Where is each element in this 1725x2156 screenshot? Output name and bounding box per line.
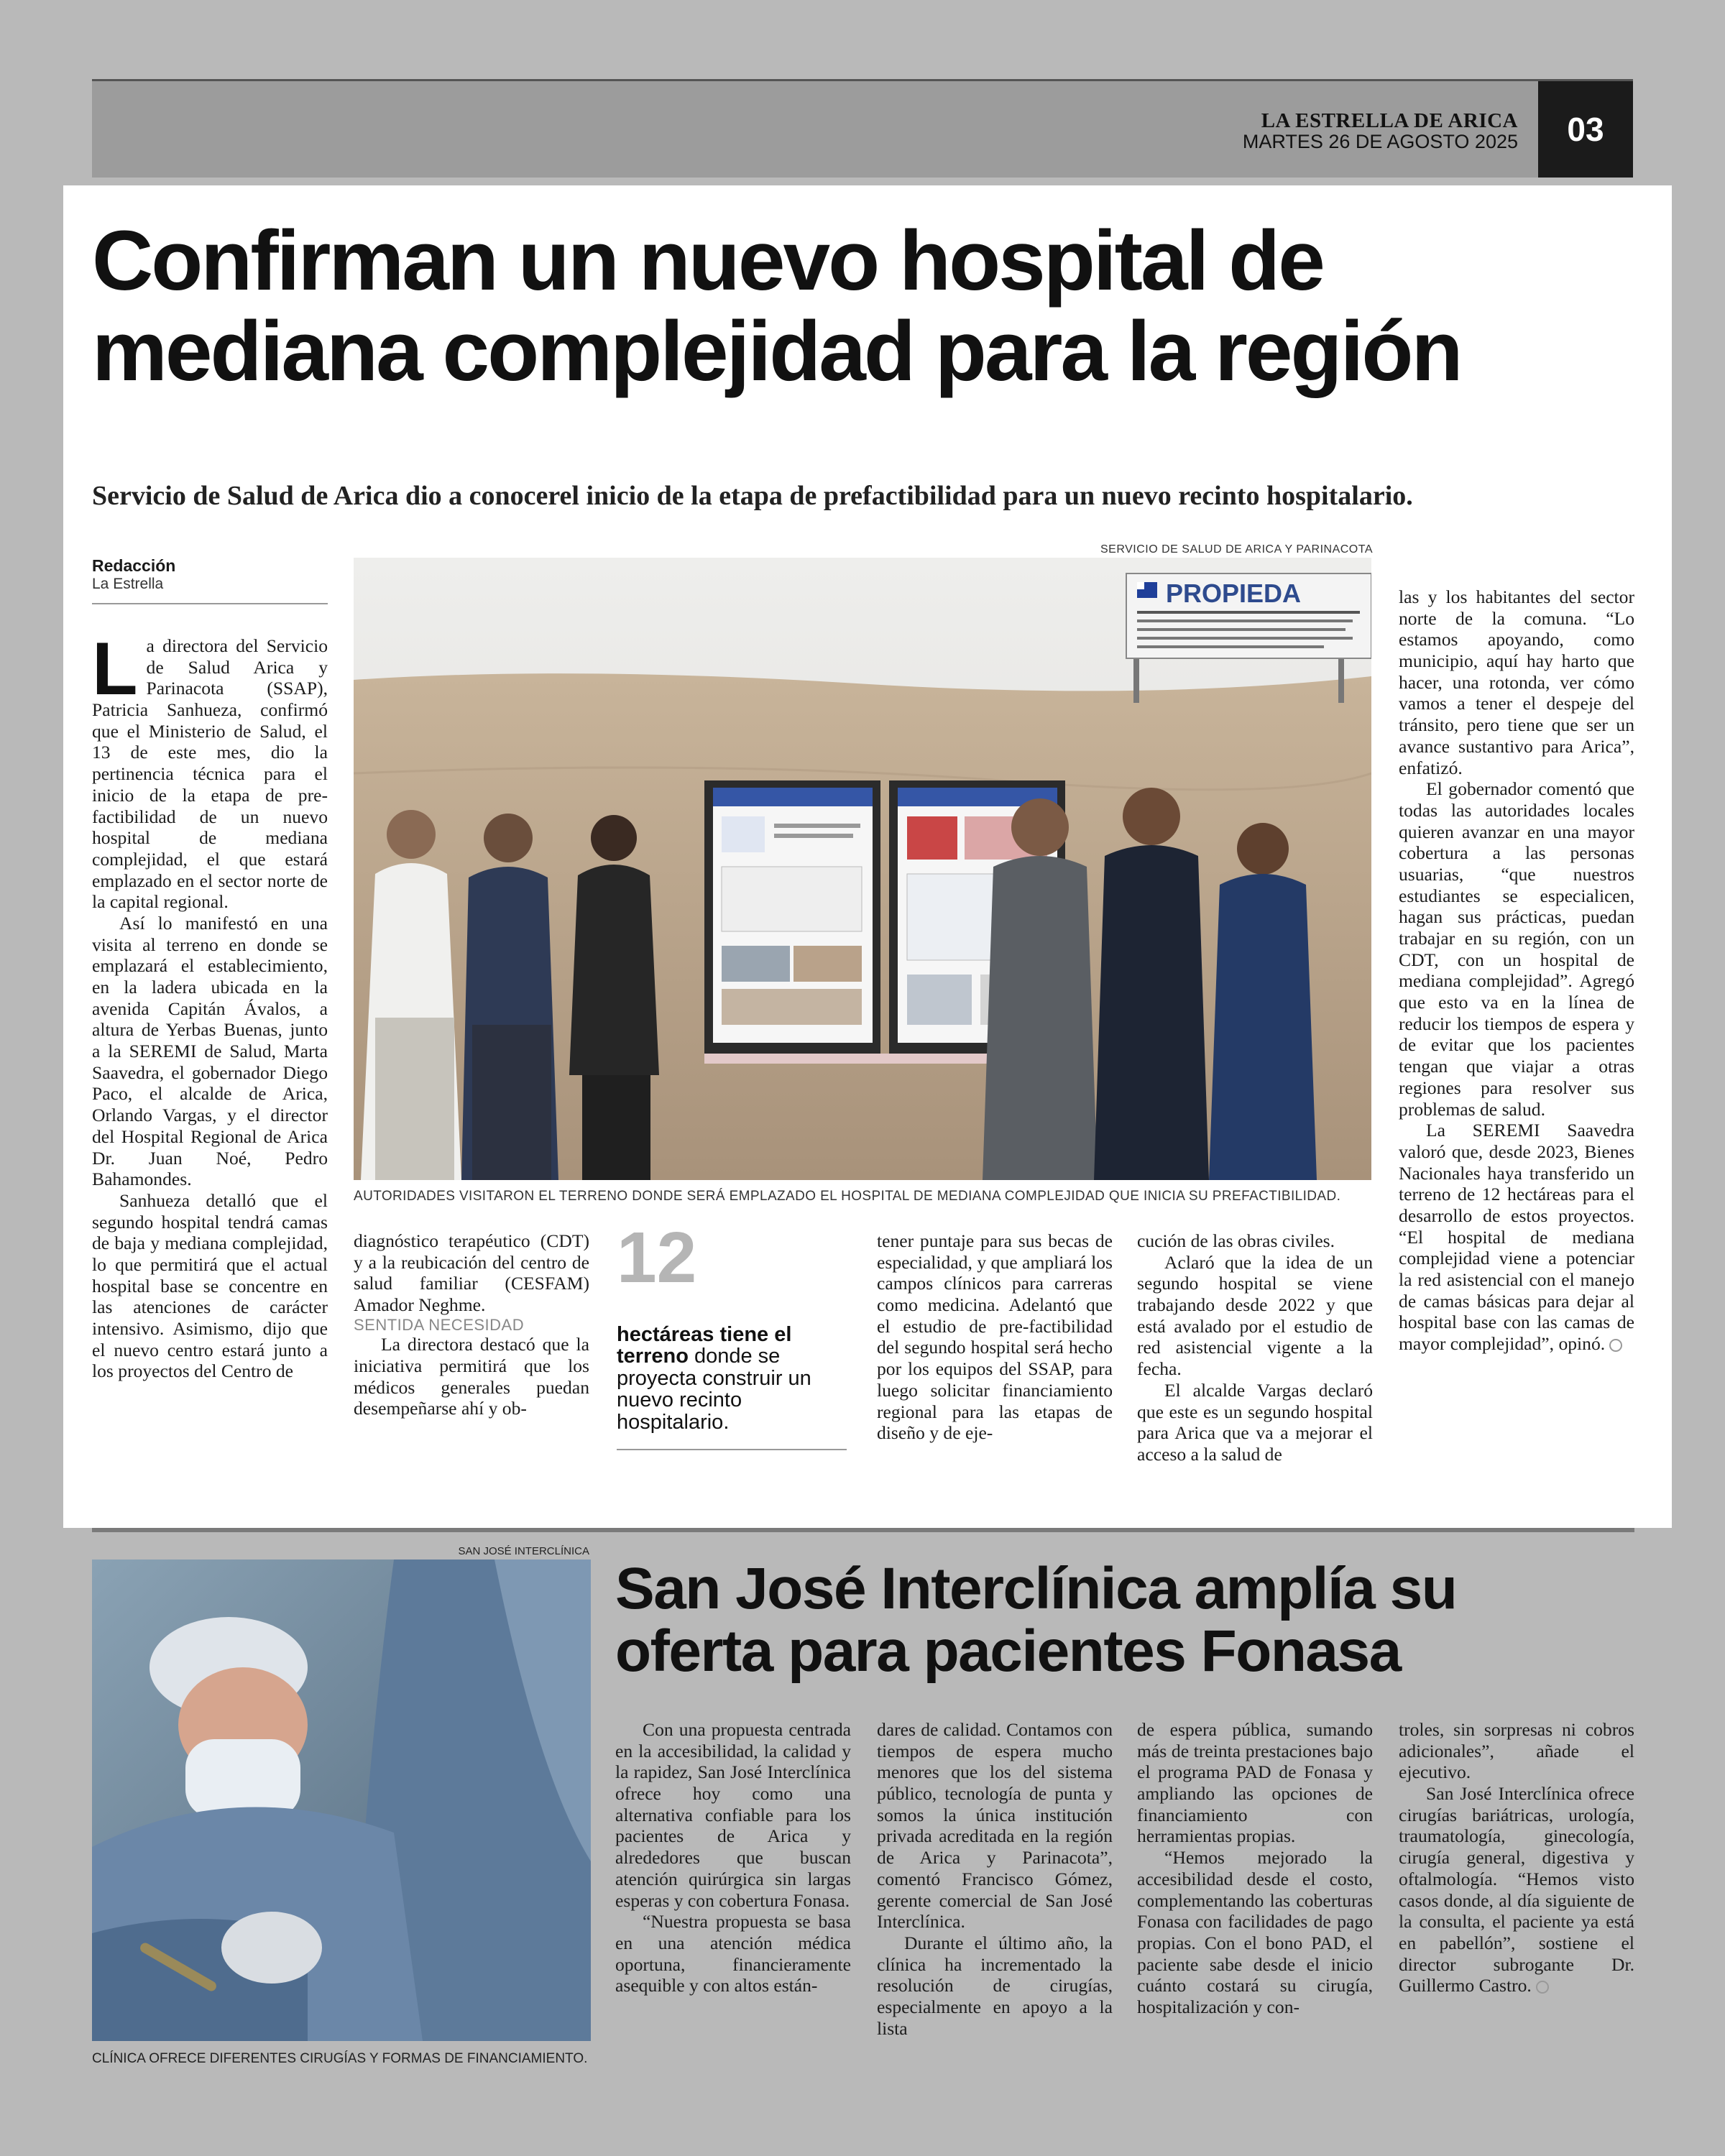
publication-info <box>1243 110 1518 152</box>
article1-column-1 <box>92 627 328 1382</box>
photo-credit: SERVICIO DE SALUD DE ARICA Y PARINACOTA <box>1100 543 1373 556</box>
article2-column-1 <box>615 1719 851 1996</box>
article2-column-3 <box>1137 1719 1373 2018</box>
article1-paragraph: El gobernador comentó que todas las autoridades locales quieren avanzar en una mayor cobertura a las personas usuarias, “que nuestros estudiantes se especialicen, hagan sus prácticas, puedan trabajar en su región, con un CDT, con un hospital de mediana complejidad”. Agregó que esto va en la línea de reducir los tiempos de espera y de evitar que los pacientes tengan que viajar a otras regiones para resolver sus problemas de salud. <box>1399 778 1634 1120</box>
sign-text: PROPIEDA <box>1166 579 1302 608</box>
article2-paragraph: troles, sin sorpresas ni cobros adicionales”, añade el ejecutivo. <box>1399 1719 1634 1783</box>
article2-headline <box>615 1558 1636 1683</box>
article2-paragraph: dares de calidad. Contamos con tiempos de espera mucho menores que los del sistema público, tecnología de punta y somos la única institución privada acreditada en la región de Arica y Parinacota”, comentó Francisco Gómez, gerente comercial de San José Interclínica. <box>877 1719 1113 1932</box>
headline2-line-2: oferta para pacientes Fonasa <box>615 1618 1401 1684</box>
article2-column-4 <box>1399 1719 1634 1996</box>
drop-cap: L <box>92 627 138 711</box>
publication-name: LA ESTRELLA DE ARICA <box>1261 109 1518 132</box>
byline-outlet: La Estrella <box>92 576 164 592</box>
article2-paragraph: Durante el último año, la clínica ha incrementado la resolución de cirugías, especialmente en apoyo a la lista <box>877 1932 1113 2039</box>
section-subhead: SENTIDA NECESIDAD <box>354 1315 525 1334</box>
pull-quote-number: 12 <box>617 1217 697 1298</box>
byline-author: Redacción <box>92 556 176 575</box>
article1-paragraph: La directora destacó que la iniciativa permitirá que los médicos generales puedan desempeñarse ahí y ob- <box>354 1334 589 1419</box>
authorities-site-photo <box>354 558 1371 1180</box>
paragraph-text: San José Interclínica ofrece cirugías bariátricas, urología, traumatología, ginecología, cirugía general, digestiva y oftalmología. “Hemos visto casos donde, al día siguiente de la consulta, el paciente ya está en pabellón”, sostiene el director subrogante Dr. Guillermo Castro. <box>1399 1783 1634 1996</box>
headline2-line-1: San José Interclínica amplía su <box>615 1556 1457 1621</box>
article1-column-3 <box>877 1230 1113 1444</box>
article-headline <box>92 213 1644 400</box>
article1-paragraph: las y los habitantes del sector norte de la comuna. “Lo estamos apoyando, como municipio, aquí hay harto que hacer, una rotonda, ver cómo vamos a tener el despeje del tránsito, pero tiene que ser un avance sustantivo para Arica”, enfatizó. <box>1399 586 1634 778</box>
article2-paragraph: “Nuestra propuesta se basa en una atención médica oportuna, financieramente asequible y con altos están- <box>615 1911 851 1996</box>
page-header-bar <box>92 79 1633 178</box>
photo-caption: AUTORIDADES VISITARON EL TERRENO DONDE SERÁ EMPLAZADO EL HOSPITAL DE MEDIANA COMPLEJIDAD QUE INICIA SU PREFACTIBILIDAD. <box>354 1189 1341 1204</box>
pull-quote-bold: hectáreas tiene el terreno <box>617 1323 792 1368</box>
article2-paragraph: “Hemos mejorado la accesibilidad desde el costo, complementando las coberturas Fonasa con facilidades de pago propias. Con el bono PAD, el paciente sabe desde el inicio cuánto costará su cirugía, hospitalización y con- <box>1137 1847 1373 2017</box>
article2-paragraph: de espera pública, sumando más de treinta prestaciones bajo el programa PAD de Fonasa y ampliando las opciones de financiamiento con herramientas propias. <box>1137 1719 1373 1847</box>
article2-column-2 <box>877 1719 1113 2039</box>
article1-paragraph <box>92 627 328 913</box>
photo-credit-2: SAN JOSÉ INTERCLÍNICA <box>458 1545 589 1557</box>
article2-paragraph <box>1399 1783 1634 1996</box>
pull-quote-rest: donde se proyecta construir un nuevo recinto hospitalario. <box>617 1345 811 1434</box>
headline-line-2: mediana complejidad para la región <box>92 304 1461 400</box>
article1-column-5 <box>1399 586 1634 1355</box>
surgery-photo <box>92 1560 591 2041</box>
article1-paragraph: tener puntaje para sus becas de especialidad, y que ampliará los campos clínicos para carreras como medicina. Adelantó que el estudio de pre-factibilidad del segundo hospital será hecho por los equipos del SSAP, para luego solicitar financiamiento regional para las etapas de diseño y de eje- <box>877 1230 1113 1444</box>
article1-paragraph <box>1399 1120 1634 1355</box>
headline-line-1: Confirman un nuevo hospital de <box>92 213 1323 308</box>
photo-caption-2: CLÍNICA OFRECE DIFERENTES CIRUGÍAS Y FORMAS DE FINANCIAMIENTO. <box>92 2051 588 2066</box>
article1-paragraph: cución de las obras civiles. <box>1137 1230 1335 1251</box>
article-subtitle: Servicio de Salud de Arica dio a conocerel inicio de la etapa de prefactibilidad para un nuevo recinto hospitalario. <box>92 481 1413 511</box>
publication-date: MARTES 26 DE AGOSTO 2025 <box>1242 131 1518 153</box>
page-number: 03 <box>1538 81 1633 178</box>
paragraph-text: a directora del Servicio de Salud Arica y Parinacota (SSAP), Patricia Sanhueza, confirmó que el Ministerio de Salud, el 13 de este mes, dio la pertinencia técnica para el inicio de la etapa de pre-factibilidad de un nuevo hospital de mediana complejidad, el que estará emplazado en el sector norte de la capital regional. <box>92 635 328 913</box>
article-divider <box>92 1528 1634 1532</box>
article2-paragraph: Con una propuesta centrada en la accesibilidad, la calidad y la rapidez, San José Interclínica ofrece hoy como una alternativa confiable para los pacientes de Arica y alrededores que buscan atención quirúrgica sin largas esperas y con cobertura Fonasa. <box>615 1719 851 1911</box>
paragraph-text: La SEREMI Saavedra valoró que, desde 2023, Bienes Nacionales haya transferido un terreno de 12 hectáreas para el desarrollo de estos proyectos. “El hospital de mediana complejidad viene a potenciar la red asistencial con el manejo de camas básicas para dejar al hospital base con las camas de mayor complejidad”, opinó. <box>1399 1120 1634 1355</box>
article1-paragraph: Sanhueza detalló que el segundo hospital tendrá camas de baja y mediana complejidad, lo que permitirá que el actual hospital base se concentre en las atenciones de carácter intensivo. Asimismo, dijo que el nuevo centro estará junto a los proyectos del Centro de <box>92 1189 328 1382</box>
article1-column-4 <box>1137 1230 1373 1465</box>
article1-paragraph: Así lo manifestó en una visita al terreno en donde se emplazará el establecimiento, en la ladera ubicada en la avenida Capitán Ávalos, a altura de Yerbas Buenas, junto a la SEREMI de Salud, Marta Saavedra, el gobernador Diego Paco, el alcalde de Arica, Orlando Vargas, y el director del Hospital Regional de Arica Dr. Juan Noé, Pedro Bahamondes. <box>92 912 328 1190</box>
byline <box>92 556 328 604</box>
article1-column-2 <box>354 1230 589 1419</box>
article1-paragraph: diagnóstico terapéutico (CDT) y a la reubicación del centro de salud familiar (CESFAM) Amador Neghme. <box>354 1230 589 1316</box>
article1-paragraph: El alcalde Vargas declaró que este es un segundo hospital para Arica que va a mejorar el acceso a la salud de <box>1137 1379 1373 1465</box>
pull-quote-text <box>617 1324 847 1450</box>
end-mark-icon <box>1536 1981 1549 1994</box>
end-mark-icon <box>1609 1339 1622 1352</box>
article1-paragraph: Aclaró que la idea de un segundo hospital se viene trabajando desde 2022 y que está avalado por el estudio de red asistencial vigente a la fecha. <box>1137 1251 1373 1380</box>
